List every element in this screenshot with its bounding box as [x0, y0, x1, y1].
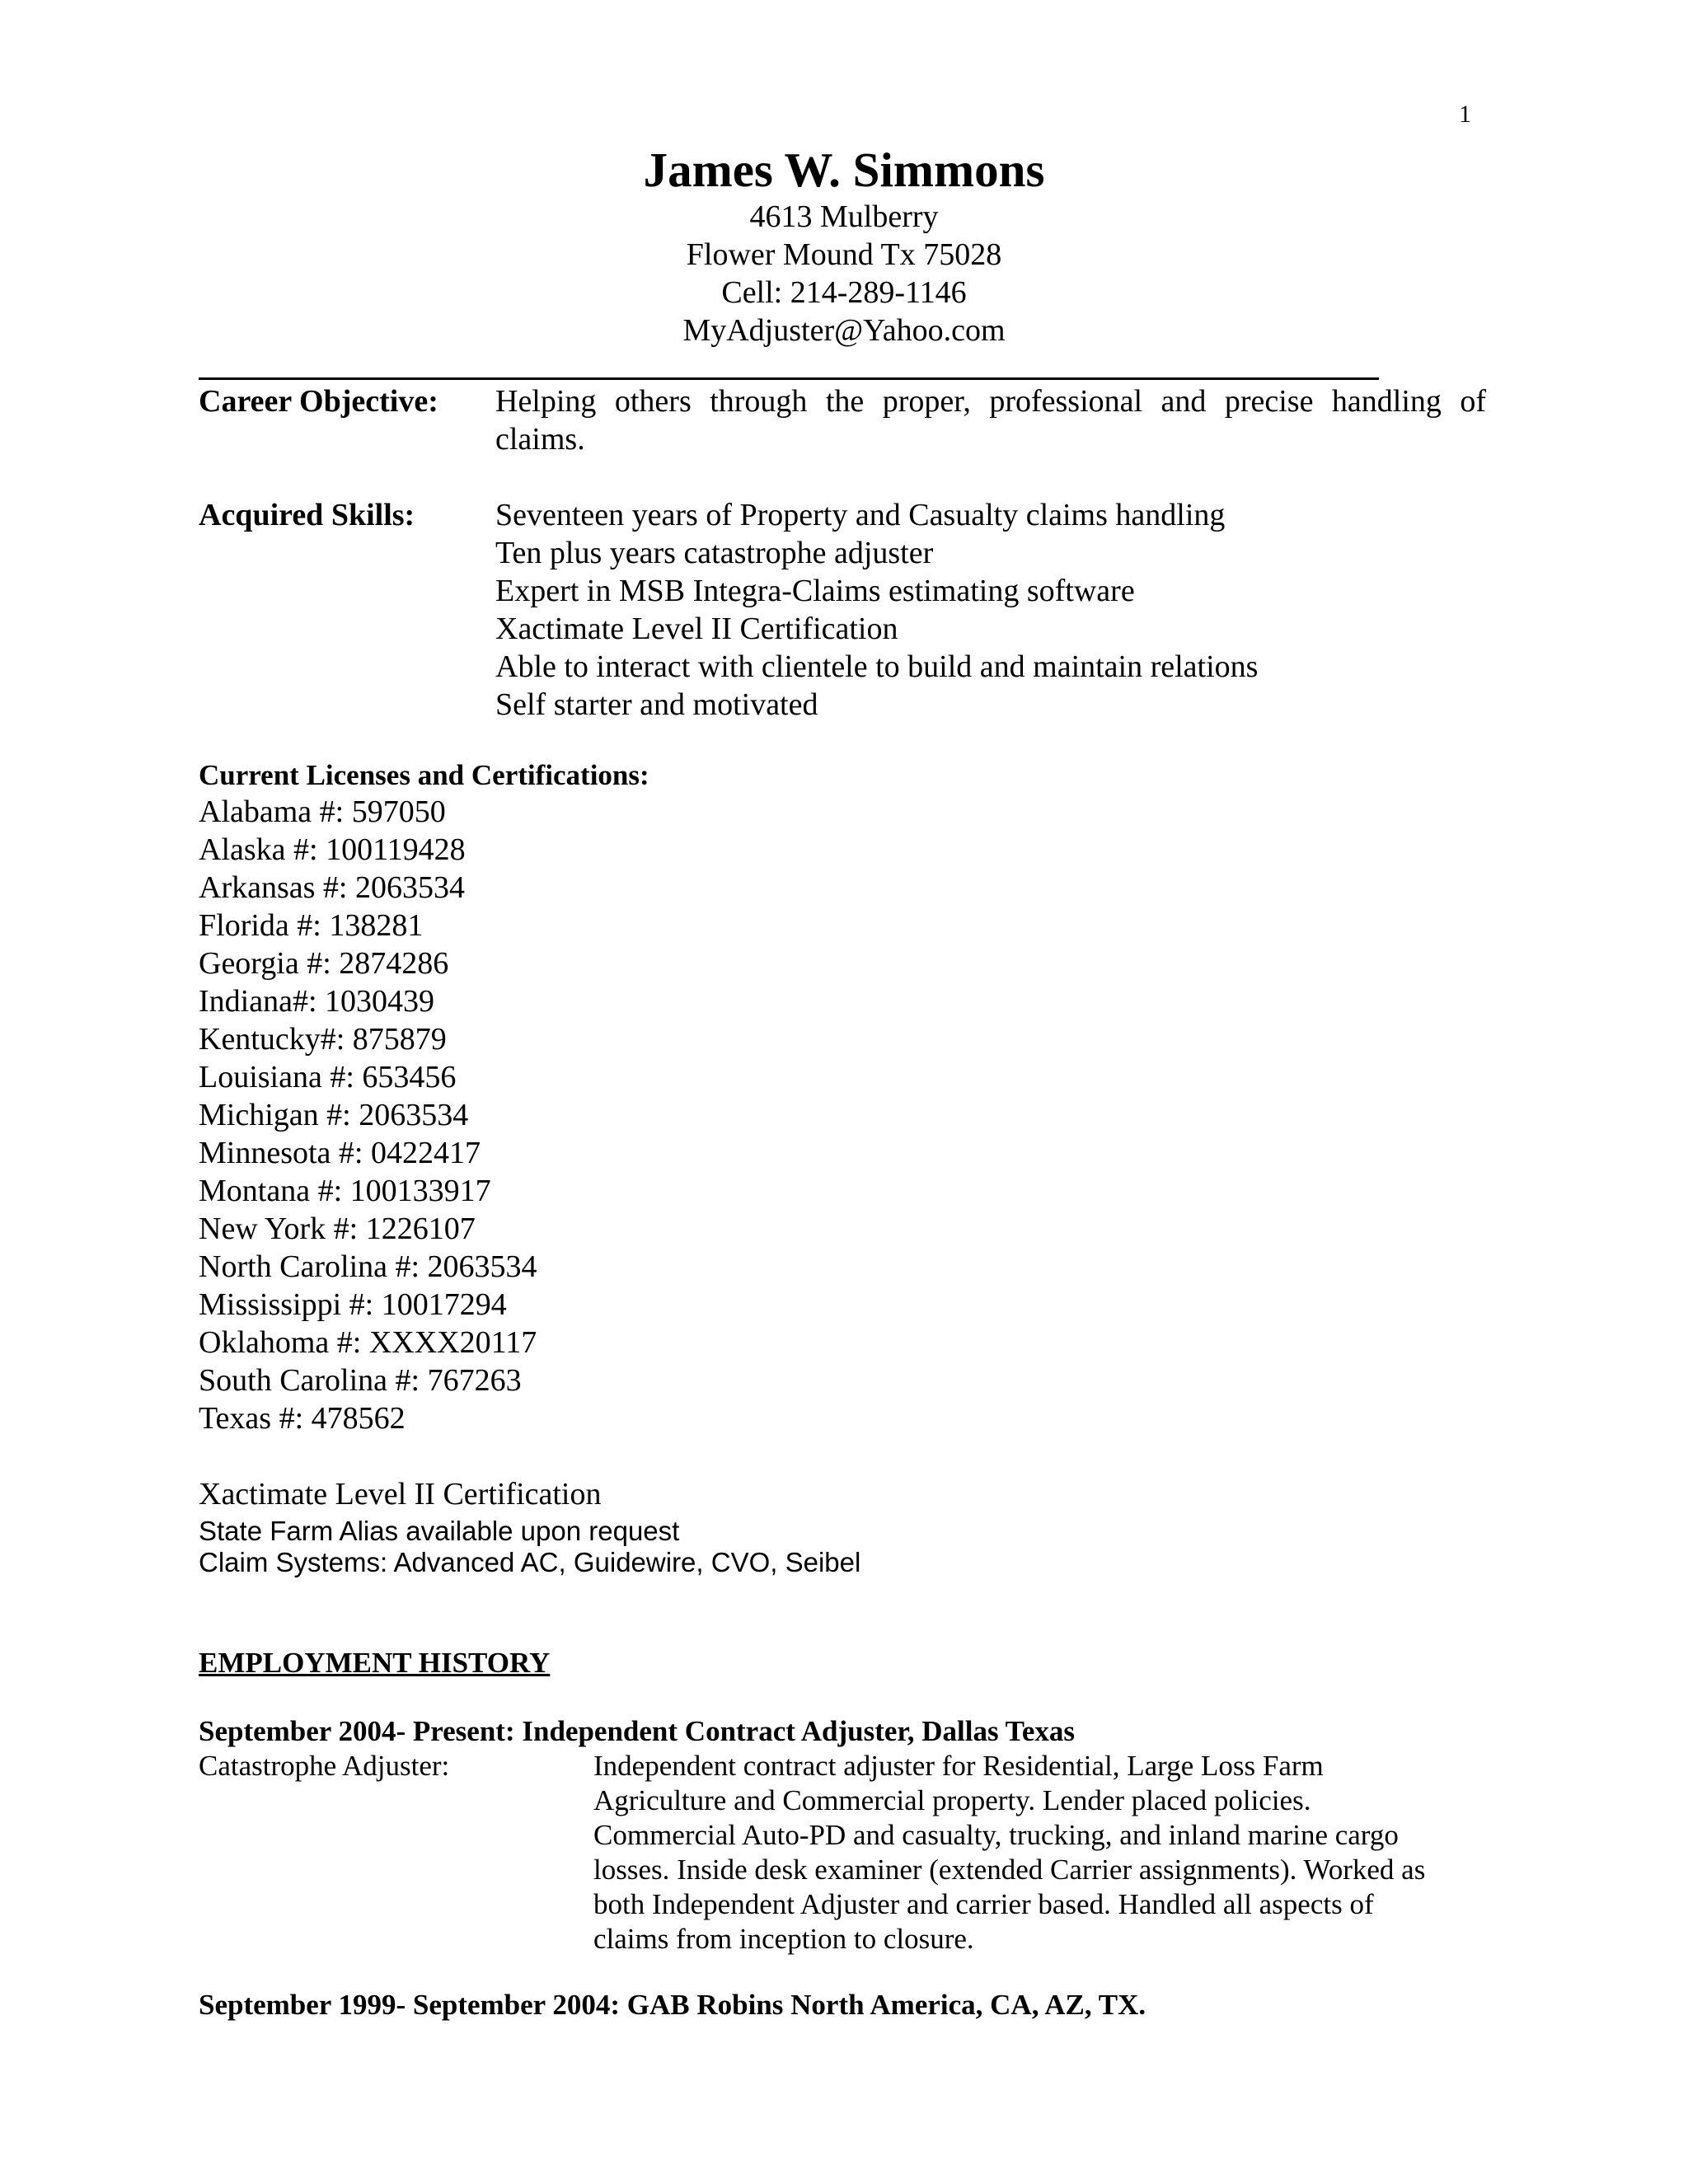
job-description-line: Independent contract adjuster for Residential, Large Loss Farm — [593, 1750, 1324, 1782]
skill-item: Seventeen years of Property and Casualty claims handling — [495, 498, 1226, 532]
job-description-line: Commercial Auto-PD and casualty, trucking, and inland marine cargo — [593, 1819, 1399, 1851]
alias-note: State Farm Alias available upon request — [199, 1516, 680, 1546]
cell-phone: Cell: 214-289-1146 — [721, 275, 967, 310]
email-address: MyAdjuster@Yahoo.com — [682, 313, 1006, 348]
job-title: September 2004- Present: Independent Contract Adjuster, Dallas Texas — [199, 1715, 1075, 1747]
acquired-skills-label: Acquired Skills: — [199, 498, 415, 532]
license-item: Arkansas #: 2063534 — [199, 870, 465, 905]
header-divider — [199, 377, 1379, 380]
address-line-1: 4613 Mulberry — [749, 199, 939, 234]
license-item: Texas #: 478562 — [199, 1401, 406, 1436]
license-item: Michigan #: 2063534 — [199, 1098, 469, 1132]
skills-list — [495, 496, 1486, 724]
job-description-line: both Independent Adjuster and carrier based. Handled all aspects of — [593, 1888, 1374, 1920]
license-item: Louisiana #: 653456 — [199, 1060, 457, 1094]
skill-item: Self starter and motivated — [495, 687, 818, 722]
licenses-list — [199, 793, 537, 1437]
license-item: Florida #: 138281 — [199, 908, 424, 943]
license-item: Indiana#: 1030439 — [199, 984, 435, 1019]
license-item: Alabama #: 597050 — [199, 794, 446, 829]
job-description-line: Agriculture and Commercial property. Lender placed policies. — [593, 1784, 1311, 1816]
certification-line: Xactimate Level II Certification — [199, 1477, 602, 1511]
career-objective-section — [199, 382, 1486, 462]
skill-item: Ten plus years catastrophe adjuster — [495, 536, 934, 570]
candidate-name: James W. Simmons — [643, 143, 1045, 197]
license-item: Georgia #: 2874286 — [199, 946, 449, 981]
resume-header — [0, 142, 1688, 349]
page-number: 1 — [1459, 101, 1471, 128]
licenses-heading: Current Licenses and Certifications: — [199, 759, 649, 791]
license-item: Mississippi #: 10017294 — [199, 1287, 507, 1322]
license-item: Minnesota #: 0422417 — [199, 1136, 481, 1170]
career-objective-text: Helping others through the proper, professional and precise handling of claims. — [495, 384, 1486, 457]
license-item: Kentucky#: 875879 — [199, 1022, 447, 1057]
claim-systems: Claim Systems: Advanced AC, Guidewire, CVO, Seibel — [199, 1547, 861, 1577]
acquired-skills-section — [199, 496, 1486, 727]
address-line-2: Flower Mound Tx 75028 — [686, 237, 1002, 272]
license-item: South Carolina #: 767263 — [199, 1363, 522, 1398]
job-description — [593, 1749, 1475, 1957]
job-title: September 1999- September 2004: GAB Robins North America, CA, AZ, TX. — [199, 1989, 1146, 2021]
license-item: North Carolina #: 2063534 — [199, 1249, 537, 1284]
skill-item: Xactimate Level II Certification — [495, 612, 898, 646]
skill-item: Able to interact with clientele to build and maintain relations — [495, 649, 1259, 684]
job-role: Catastrophe Adjuster: — [199, 1750, 450, 1782]
license-item: New York #: 1226107 — [199, 1212, 476, 1246]
job-description-line: claims from inception to closure. — [593, 1923, 974, 1955]
job-description-line: losses. Inside desk examiner (extended Carrier assignments). Worked as — [593, 1854, 1426, 1886]
license-item: Montana #: 100133917 — [199, 1174, 491, 1208]
employment-history-heading: EMPLOYMENT HISTORY — [199, 1647, 551, 1679]
license-item: Oklahoma #: XXXX20117 — [199, 1325, 537, 1360]
career-objective-label: Career Objective: — [199, 384, 438, 419]
skill-item: Expert in MSB Integra-Claims estimating software — [495, 574, 1135, 608]
license-item: Alaska #: 100119428 — [199, 832, 466, 867]
